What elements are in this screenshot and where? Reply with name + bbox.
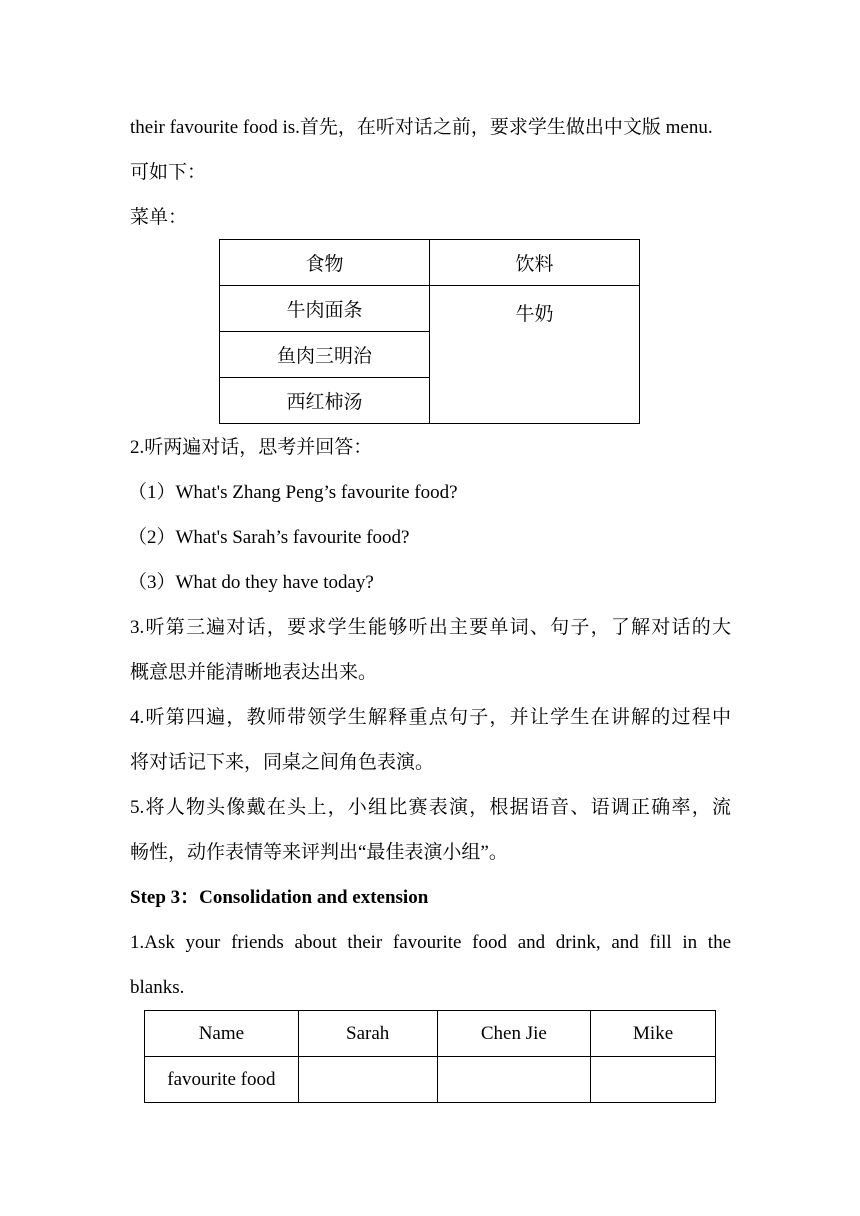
paragraph-text: 1.Ask your friends about their favourite food and drink, and fill in the [130, 932, 731, 953]
paragraph-line [130, 931, 731, 955]
paragraph-text: 5.将人物头像戴在头上，小组比赛表演，根据语音、语调正确率，流 [130, 797, 731, 818]
paragraph-text: 3.听第三遍对话，要求学生能够听出主要单词、句子，了解对话的大 [130, 617, 731, 638]
survey-header-cell: Name [145, 1011, 299, 1057]
question-item: （2）What's Sarah’s favourite food? [128, 527, 410, 548]
menu-food-cell: 牛肉面条 [220, 286, 430, 332]
paragraph-line: 可如下： [130, 162, 207, 183]
menu-header-food: 食物 [220, 240, 430, 286]
paragraph-line [130, 616, 731, 640]
menu-food-cell: 鱼肉三明治 [220, 332, 430, 378]
menu-drink-cell: 牛奶 [430, 286, 640, 424]
paragraph-line: their favourite food is.首先，在听对话之前，要求学生做出中文版 menu. [130, 117, 713, 138]
survey-row-label: favourite food [145, 1057, 299, 1103]
question-item: （1）What's Zhang Peng’s favourite food? [128, 482, 458, 503]
survey-blank-cell[interactable] [591, 1057, 716, 1103]
paragraph-line: 概意思并能清晰地表达出来。 [130, 662, 378, 683]
question-item: （3）What do they have today? [128, 572, 374, 593]
survey-table [144, 1010, 716, 1103]
menu-table [219, 239, 640, 424]
menu-food-cell: 西红柿汤 [220, 378, 430, 424]
question-heading: 2.听两遍对话，思考并回答： [130, 437, 373, 458]
survey-header-cell: Chen Jie [437, 1011, 591, 1057]
paragraph-line: 畅性，动作表情等来评判出“最佳表演小组”。 [130, 842, 508, 863]
menu-label: 菜单： [130, 207, 188, 228]
paragraph-line [130, 796, 731, 820]
survey-blank-cell[interactable] [437, 1057, 591, 1103]
survey-header-cell: Mike [591, 1011, 716, 1057]
paragraph-text: 4.听第四遍，教师带领学生解释重点句子，并让学生在讲解的过程中 [130, 707, 731, 728]
paragraph-line: 将对话记下来，同桌之间角色表演。 [130, 752, 435, 773]
survey-blank-cell[interactable] [298, 1057, 437, 1103]
survey-header-cell: Sarah [298, 1011, 437, 1057]
menu-header-drink: 饮料 [430, 240, 640, 286]
step-heading: Step 3：Consolidation and extension [130, 887, 429, 908]
paragraph-line [130, 706, 731, 730]
paragraph-line: blanks. [130, 977, 185, 998]
